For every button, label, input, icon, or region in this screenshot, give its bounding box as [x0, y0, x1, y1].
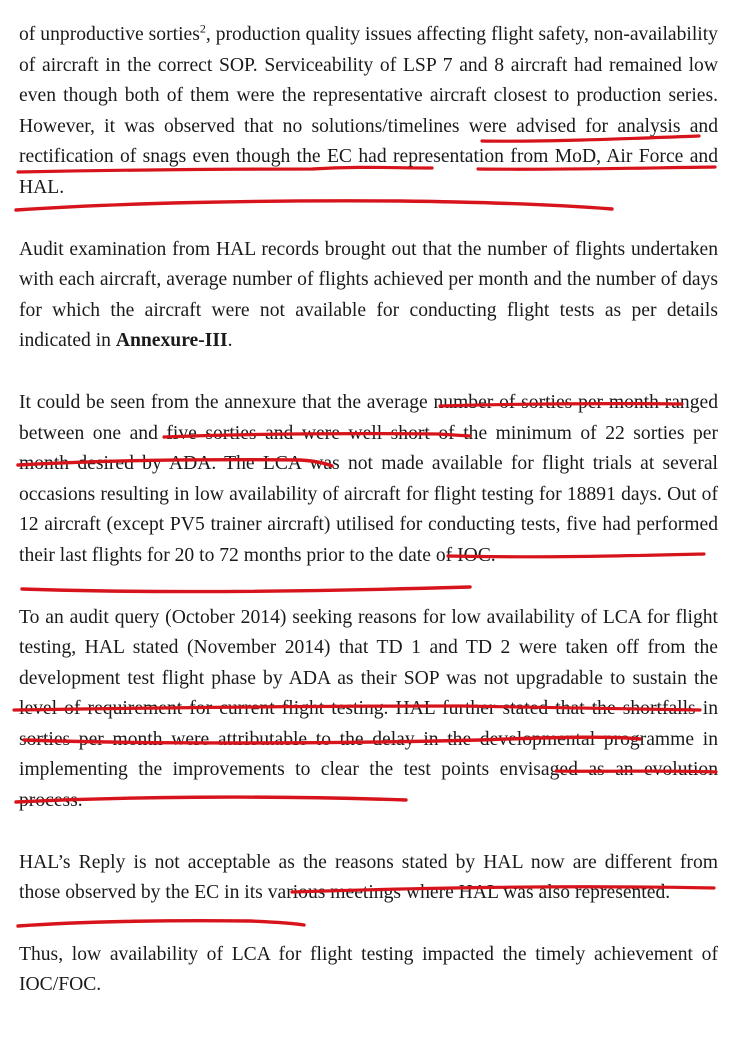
paragraph-1-text-b: , production quality issues affecting flight safety, non-availability of aircraft in the correct SOP. Serviceability of LSP 7 and 8 aircraft had remained low even though both of them were the representative aircraft closest to production series. However, it was observed that no solutions/timelines were advised for analysis and rectification of snags even though the EC had representation from MoD, Air Force and HAL. — [19, 24, 718, 198]
annexure-reference: Annexure-III — [115, 330, 228, 352]
paragraph-2-text-a: Audit examination from HAL records brought out that the number of flights undertaken with each aircraft, average number of flights achieved per month and the number of days for which the aircraft were not available for conducting flight tests as per details indicated in — [19, 238, 718, 352]
paragraph-3: It could be seen from the annexure that the average number of sorties per month ranged between one and five sorties and were well short of the minimum of 22 sorties per month desired by ADA. The LCA was not made available for flight trials at several occasions resulting in low availability of aircraft for flight testing for 18891 days. Out of 12 aircraft (except PV5 trainer aircraft) utilised for conducting tests, five had performed their last flights for 20 to 72 months prior to the date of IOC. — [19, 391, 718, 566]
footnote-reference: 2 — [199, 21, 206, 36]
paragraph-4: To an audit query (October 2014) seeking reasons for low availability of LCA for flight testing, HAL stated (November 2014) that TD 1 and TD 2 were taken off from the development test flight phase by ADA as their SOP was not upgradable to sustain the level of requirement for current flight testing. HAL further stated that the shortfalls in sorties per month were attributable to the delay in the developmental programme in implementing the improvements to clear the test points envisaged as an evolution process. — [19, 606, 718, 812]
paragraph-6: Thus, low availability of LCA for flight testing impacted the timely achievement of IOC/FOC. — [19, 943, 718, 996]
paragraph-5: HAL’s Reply is not acceptable as the reasons stated by HAL now are different from those observed by the EC in its various meetings where HAL was also represented. — [19, 851, 718, 904]
paragraph-1-text-a: of unproductive sorties — [19, 24, 200, 45]
paragraph-2-text-b: . — [227, 330, 233, 352]
paragraph-2 — [19, 235, 718, 357]
paragraph-1 — [19, 20, 718, 204]
